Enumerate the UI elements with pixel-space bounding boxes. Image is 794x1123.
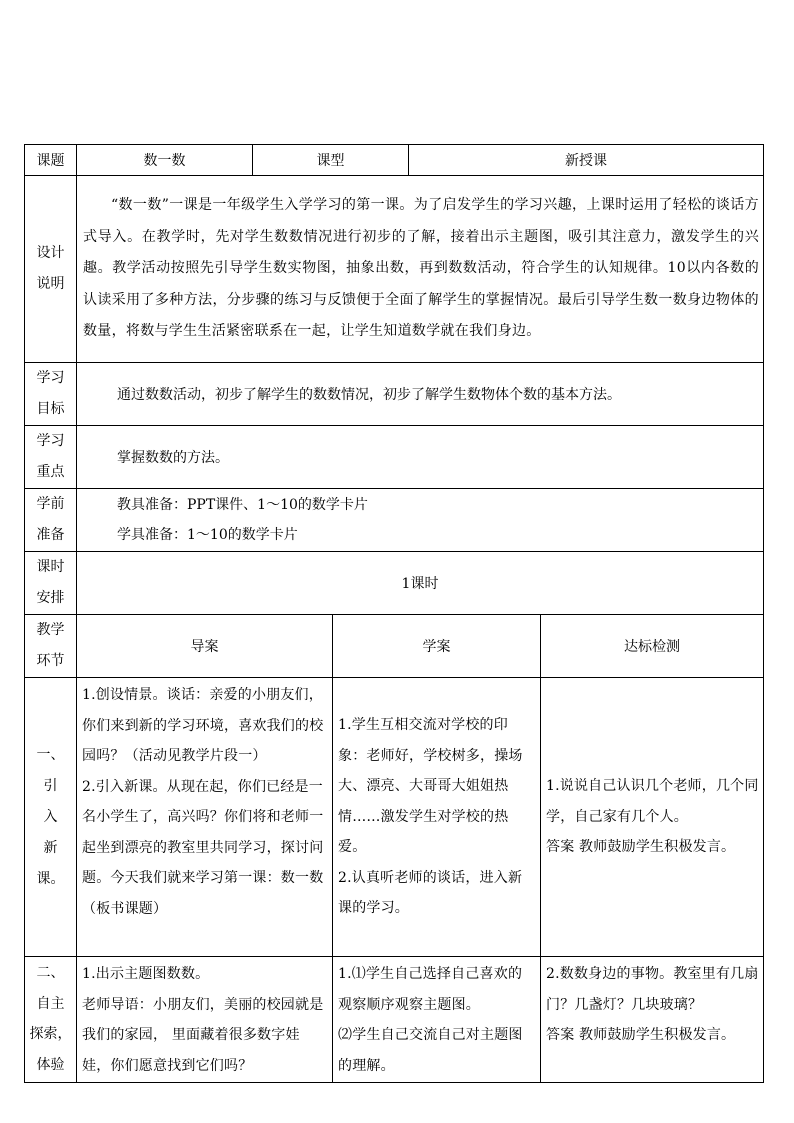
section1-label-line: 课。 [36,870,65,887]
prep-row [25,489,764,552]
prep-teacher: 教具准备：PPT课件、1～10的数学卡片 [117,497,368,513]
schedule-label-line1: 课时 [36,559,65,575]
prep-label-line2: 准备 [36,527,65,543]
section1-row [25,678,764,957]
section2-label [25,957,77,1083]
design-label [25,176,77,363]
schedule-label-line2: 安排 [36,590,65,606]
section1-guide-item: 1.创设情景。谈话：亲爱的小朋友们，你们来到新的学习环境，喜欢我们的校园吗？（活动见教学片段一） [82,687,324,764]
schedule-row [25,552,764,615]
section2-row [25,957,764,1083]
section1-label-line: 一、 [36,746,65,763]
focus-label-line2: 重点 [36,464,65,480]
section2-label-line: 体验 [36,1056,65,1073]
section2-check [541,957,764,1083]
section2-guide-item: 老师导语：小朋友们，美丽的校园就是我们的家园， 里面藏着很多数字娃娃，你们愿意找到它们吗？ [82,996,324,1074]
study-header: 学案 [333,615,541,678]
goal-label-line1: 学习 [36,370,65,386]
guide-header: 导案 [77,615,333,678]
check-header: 达标检测 [541,615,764,678]
focus-label [25,426,77,489]
schedule-label [25,552,77,615]
section2-label-line: 探索， [29,1026,72,1042]
type-label: 课型 [253,145,409,176]
design-label-line2: 说明 [36,276,65,292]
section1-check-item: 答案 教师鼓励学生积极发言。 [546,839,736,856]
focus-row [25,426,764,489]
goal-label [25,363,77,426]
section1-guide-item: 2.引入新课。从现在起，你们已经是一名小学生了，高兴吗？你们将和老师一起坐到漂亮的教室里共同学习，探讨问题。今天我们就来学习第一课：数一数（板书课题） [82,778,324,917]
goal-row [25,363,764,426]
stage-label-line2: 环节 [36,653,65,669]
stage-label [25,615,77,678]
focus-text: 掌握数数的方法。 [77,426,764,489]
design-row [25,176,764,363]
section1-label [25,678,77,957]
section2-study-item: ⑵学生自己交流自己对主题图的理解。 [338,1027,523,1074]
goal-label-line2: 目标 [36,401,65,417]
prep-label [25,489,77,552]
section2-study-item: 1.⑴学生自己选择自己喜欢的观察顺序观察主题图。 [338,966,523,1013]
title-label: 课题 [25,145,77,176]
section1-guide [77,678,333,957]
type-value: 新授课 [409,145,764,176]
section2-guide [77,957,333,1083]
design-label-line1: 设计 [36,245,65,261]
section1-label-line: 新 [43,839,58,856]
stage-label-line1: 教学 [36,622,65,638]
lesson-plan-table [24,144,764,1083]
design-text: “数一数”一课是一年级学生入学学习的第一课。为了启发学生的学习兴趣，上课时运用了轻松的谈话方式导入。在教学时，先对学生数数情况进行初步的了解，接着出示主题图，吸引其注意力，激发学生的兴趣。教学活动按照先引导学生数实物图，抽象出数，再到数数活动，符合学生的认知规律。10以内各数的认读采用了多种方法，分步骤的练习与反馈便于全面了解学生的掌握情况。最后引导学生数一数身边物体的数量，将数与学生生活紧密联系在一起，让学生知道数学就在我们身边。 [77,176,764,363]
section1-check-item: 1.说说自己认识几个老师，几个同学，自己家有几个人。 [546,778,759,825]
section2-label-line: 自主 [36,995,65,1012]
prep-text [77,489,764,552]
section2-label-line: 二、 [36,965,65,981]
section1-study [333,678,541,957]
section2-check-item: 2.数数身边的事物。教室里有几扇门？几盏灯？几块玻璃？ [546,966,759,1013]
header-row [25,145,764,176]
section1-label-line: 引 [43,777,58,794]
title-value: 数一数 [77,145,253,176]
columns-row [25,615,764,678]
prep-student: 学具准备：1～10的数学卡片 [117,527,298,543]
section2-check-item: 答案 教师鼓励学生积极发言。 [546,1027,736,1043]
schedule-value: 1课时 [77,552,764,615]
section1-check [541,678,764,957]
section2-guide-item: 1.出示主题图数数。 [82,966,210,982]
prep-label-line1: 学前 [36,496,65,512]
section2-study [333,957,541,1083]
section1-label-line: 入 [43,808,58,825]
section1-study-item: 1.学生互相交流对学校的印象：老师好，学校树多，操场大、漂亮、大哥哥大姐姐热情……激发学生对学校的热爱。 [338,717,523,856]
goal-text: 通过数数活动，初步了解学生的数数情况，初步了解学生数物体个数的基本方法。 [77,363,764,426]
focus-label-line1: 学习 [36,433,65,449]
section1-study-item: 2.认真听老师的谈话，进入新课的学习。 [338,869,523,917]
